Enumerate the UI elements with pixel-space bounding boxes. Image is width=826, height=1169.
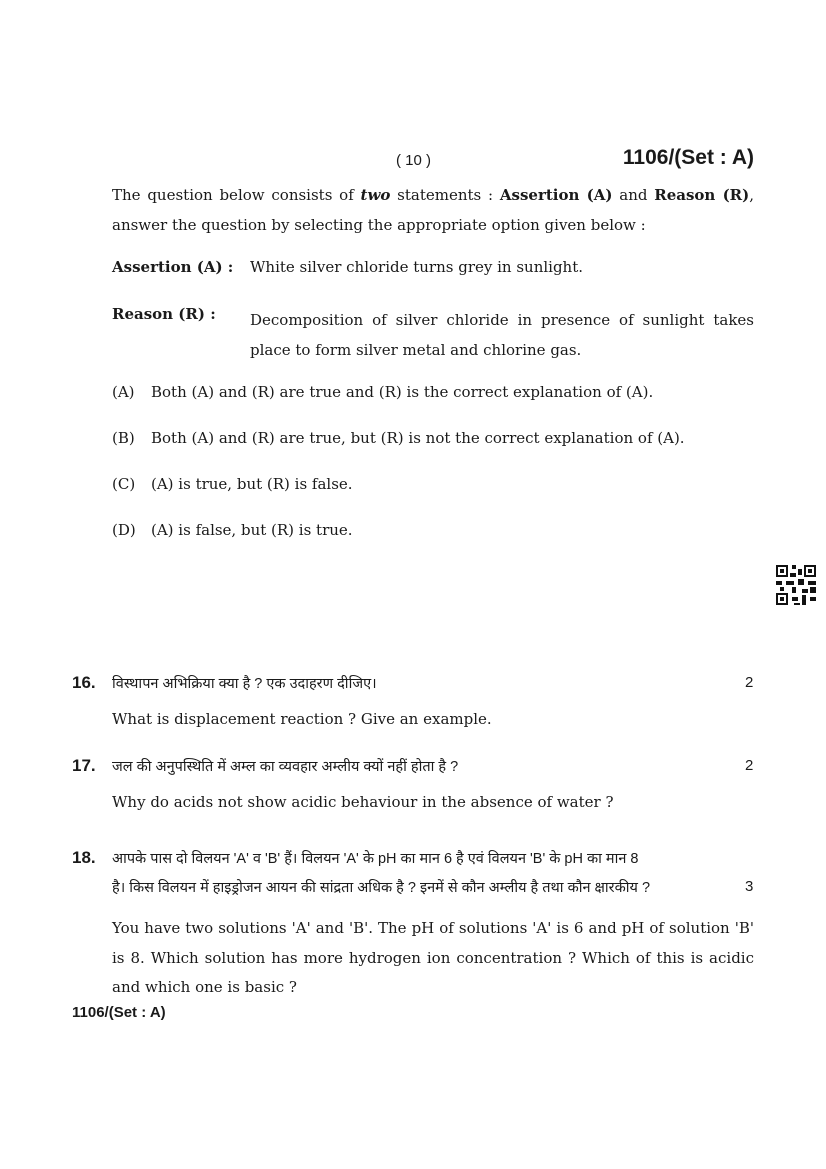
paper-code-footer: 1106/(Set : A) (72, 1004, 166, 1021)
question-marks: 3 (745, 878, 754, 895)
question-number: 16. (72, 673, 96, 692)
intro-text: , answer the question by selecting the appropriate option given below : (112, 186, 755, 234)
question-number: 18. (72, 848, 96, 867)
question-number: 17. (72, 756, 96, 775)
option-c (112, 475, 353, 493)
reason-label: Reason (R) : (112, 305, 216, 323)
option-text: (A) is false, but (R) is true. (151, 521, 353, 539)
intro-text: statements : (390, 186, 500, 204)
question-17-english: Why do acids not show acidic behaviour in the absence of water ? (112, 793, 614, 811)
page-number: ( 10 ) (396, 152, 432, 169)
assertion-text: White silver chloride turns grey in sunlight. (250, 258, 584, 276)
intro-text: The question below consists of (112, 186, 361, 204)
option-key: (D) (112, 521, 136, 539)
question-16-hindi: विस्थापन अभिक्रिया क्या है ? एक उदाहरण दीजिए। (112, 676, 377, 692)
question-marks: 2 (745, 674, 754, 691)
assertion-label: Assertion (A) : (112, 258, 234, 276)
question-18-english: You have two solutions 'A' and 'B'. The pH of solutions 'A' is 6 and pH of solution 'B' is 8. Which solution has more hydrogen ion concentration ? Which of this is acidic and which one is basic ? (112, 919, 754, 996)
question-15-intro (112, 180, 754, 240)
question-17-hindi: जल की अनुपस्थिति में अम्ल का व्यवहार अम्लीय क्यों नहीं होता है ? (112, 759, 459, 775)
reason-text: Decomposition of silver chloride in presence of sunlight takes place to form silver metal and chlorine gas. (250, 311, 754, 359)
qr-code-icon (776, 565, 816, 605)
intro-text: and (612, 186, 655, 204)
option-text: Both (A) and (R) are true, but (R) is not the correct explanation of (A). (151, 429, 685, 447)
question-16-english: What is displacement reaction ? Give an example. (112, 710, 492, 728)
option-key: (A) (112, 383, 135, 401)
option-key: (B) (112, 429, 135, 447)
option-b (112, 429, 685, 447)
emphasis-two: two (360, 186, 391, 204)
paper-code-header: 1106/(Set : A) (622, 146, 754, 169)
option-key: (C) (112, 475, 136, 493)
option-a (112, 383, 654, 401)
question-18-hindi-line1: आपके पास दो विलयन 'A' व 'B' हैं। विलयन 'A' के pH का मान 6 है एवं विलयन 'B' के pH का मान 8 (112, 851, 639, 867)
question-18-hindi-line2: है। किस विलयन में हाइड्रोजन आयन की सांद्रता अधिक है ? इनमें से कौन अम्लीय है तथा कौन क्षारकीय ? (112, 880, 651, 896)
option-text: (A) is true, but (R) is false. (151, 475, 353, 493)
question-marks: 2 (745, 757, 754, 774)
reason-term: Reason (R) (654, 186, 750, 204)
option-d (112, 521, 353, 539)
option-text: Both (A) and (R) are true and (R) is the correct explanation of (A). (151, 383, 654, 401)
assertion-term: Assertion (A) (499, 186, 613, 204)
